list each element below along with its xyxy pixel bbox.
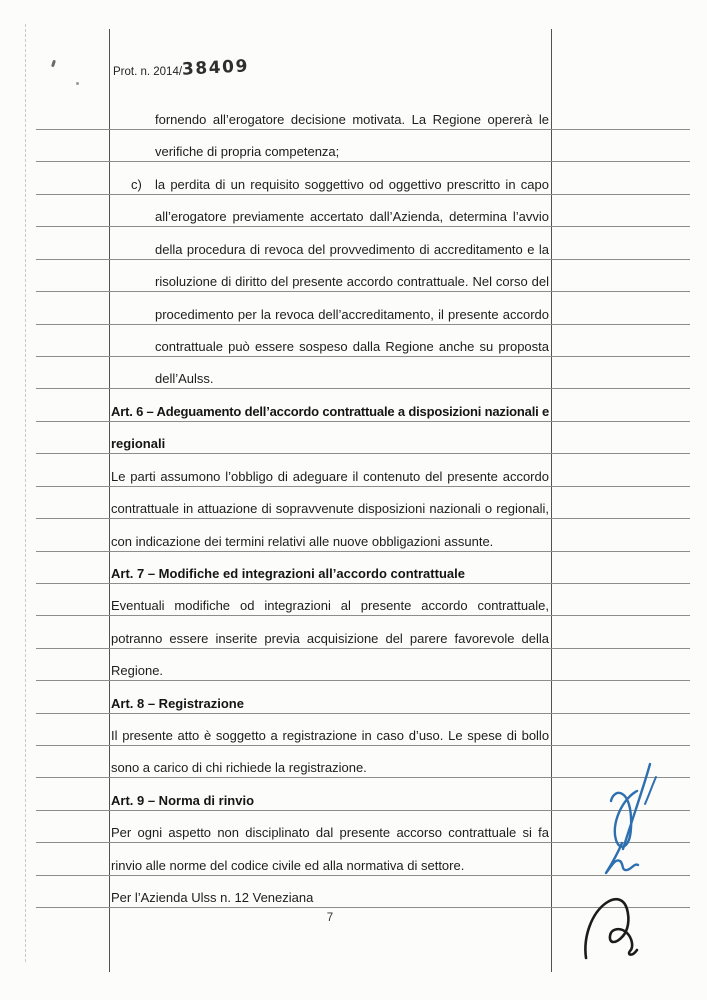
text-line-content: Art. 6 – Adeguamento dell’accordo contrattuale a disposizioni nazionali e <box>111 403 550 419</box>
document-text-line <box>155 338 549 356</box>
document-text-line <box>111 500 549 518</box>
text-line-content: verifiche di propria competenza; <box>155 144 340 160</box>
ruled-line <box>36 291 690 292</box>
ruled-line <box>36 583 690 584</box>
text-line-content: la perdita di un requisito soggettivo od oggettivo prescritto in capo <box>155 176 549 192</box>
ruled-line <box>36 615 690 616</box>
document-text-line <box>111 533 549 551</box>
list-marker: c) <box>131 176 142 192</box>
document-text-line <box>111 824 549 842</box>
article-heading-line <box>111 565 549 583</box>
document-text-line <box>111 597 549 615</box>
text-line-content: rinvio alle norme del codice civile ed alla normativa di settore. <box>111 857 465 873</box>
document-text-line <box>111 857 549 875</box>
ruled-line <box>36 356 690 357</box>
scan-speck <box>51 60 56 68</box>
text-line-content: Per ogni aspetto non disciplinato dal presente accorso contrattuale si fa <box>111 825 549 841</box>
article-heading-line <box>111 403 549 421</box>
page-edge-line <box>25 24 26 962</box>
text-line-content: risoluzione di diritto del presente accordo contrattuale. Nel corso del <box>155 274 549 290</box>
ruled-line <box>36 518 690 519</box>
article-heading-line <box>111 695 549 713</box>
ruled-line <box>36 745 690 746</box>
document-text-line <box>111 727 549 745</box>
document-text-line <box>155 241 549 259</box>
ruled-line <box>36 388 690 389</box>
ruled-line <box>36 907 690 908</box>
ruled-line <box>36 259 690 260</box>
document-text-line <box>111 889 549 907</box>
document-text-line <box>155 111 549 129</box>
document-text-line <box>155 176 549 194</box>
text-line-content: sono a carico di chi richiede la registrazione. <box>111 760 367 776</box>
text-line-content: procedimento per la revoca dell’accreditamento, il presente accordo <box>155 306 549 322</box>
prot-number-handwritten: 38409 <box>181 56 250 80</box>
text-line-content: con indicazione dei termini relativi alle nuove obbligazioni assunte. <box>111 533 494 549</box>
page-number: 7 <box>326 912 334 924</box>
text-line-content: dell’Aulss. <box>155 371 214 387</box>
text-line-content: Eventuali modifiche od integrazioni al presente accordo contrattuale, <box>111 598 550 614</box>
text-line-content: Art. 7 – Modifiche ed integrazioni all’accordo contrattuale <box>111 565 465 581</box>
ruled-line <box>36 194 690 195</box>
ruled-line <box>36 486 690 487</box>
text-line-content: Le parti assumono l’obbligo di adeguare il contenuto del presente accordo <box>111 468 549 484</box>
ruled-line <box>36 421 690 422</box>
ruled-line <box>36 129 690 130</box>
text-line-content: contrattuale può essere sospeso dalla Regione anche su proposta <box>155 338 549 354</box>
ruled-line <box>36 226 690 227</box>
document-text-line <box>111 630 549 648</box>
text-line-content: regionali <box>111 436 166 452</box>
document-text-line <box>155 143 549 161</box>
text-line-content: Art. 9 – Norma di rinvio <box>111 792 255 808</box>
right-margin-line <box>551 29 552 972</box>
blue-pen-initial-icon <box>606 764 656 873</box>
text-line-content: contrattuale in attuazione di sopravvenute disposizioni nazionali o regionali, <box>111 501 550 516</box>
scan-speck <box>76 82 79 85</box>
document-text-line <box>111 468 549 486</box>
article-heading-line <box>111 792 549 810</box>
prot-number-label: Prot. n. 2014/ <box>113 66 183 78</box>
prot-number <box>113 58 249 82</box>
ruled-line <box>36 680 690 681</box>
text-line-content: Per l’Azienda Ulss n. 12 Veneziana <box>111 890 314 906</box>
document-text-line <box>111 759 549 777</box>
ruled-line <box>36 842 690 843</box>
text-line-content: all’erogatore previamente accertato dall’Azienda, determina l’avvio <box>155 209 550 225</box>
ruled-line <box>36 161 690 162</box>
ruled-line <box>36 551 690 552</box>
document-text-line <box>155 306 549 324</box>
ruled-line <box>36 713 690 714</box>
document-text-line <box>155 370 549 388</box>
ruled-line <box>36 875 690 876</box>
ruled-line <box>36 777 690 778</box>
ruled-line <box>36 324 690 325</box>
text-line-content: Il presente atto è soggetto a registrazione in caso d’uso. Le spese di bollo <box>111 728 550 743</box>
article-heading-line <box>111 435 549 453</box>
document-text-line <box>155 208 549 226</box>
text-line-content: potranno essere inserite previa acquisizione del parere favorevole della <box>111 630 549 646</box>
document-text-line <box>155 273 549 291</box>
text-line-content: della procedura di revoca del provvedimento di accreditamento e la <box>155 241 549 257</box>
text-line-content: Regione. <box>111 663 164 679</box>
ruled-line <box>36 810 690 811</box>
text-line-content: Art. 8 – Registrazione <box>111 695 244 711</box>
document-text-line <box>111 662 549 680</box>
ruled-line <box>36 648 690 649</box>
text-line-content: fornendo all’erogatore decisione motivata. La Regione opererà le <box>155 112 549 127</box>
ruled-line <box>36 453 690 454</box>
